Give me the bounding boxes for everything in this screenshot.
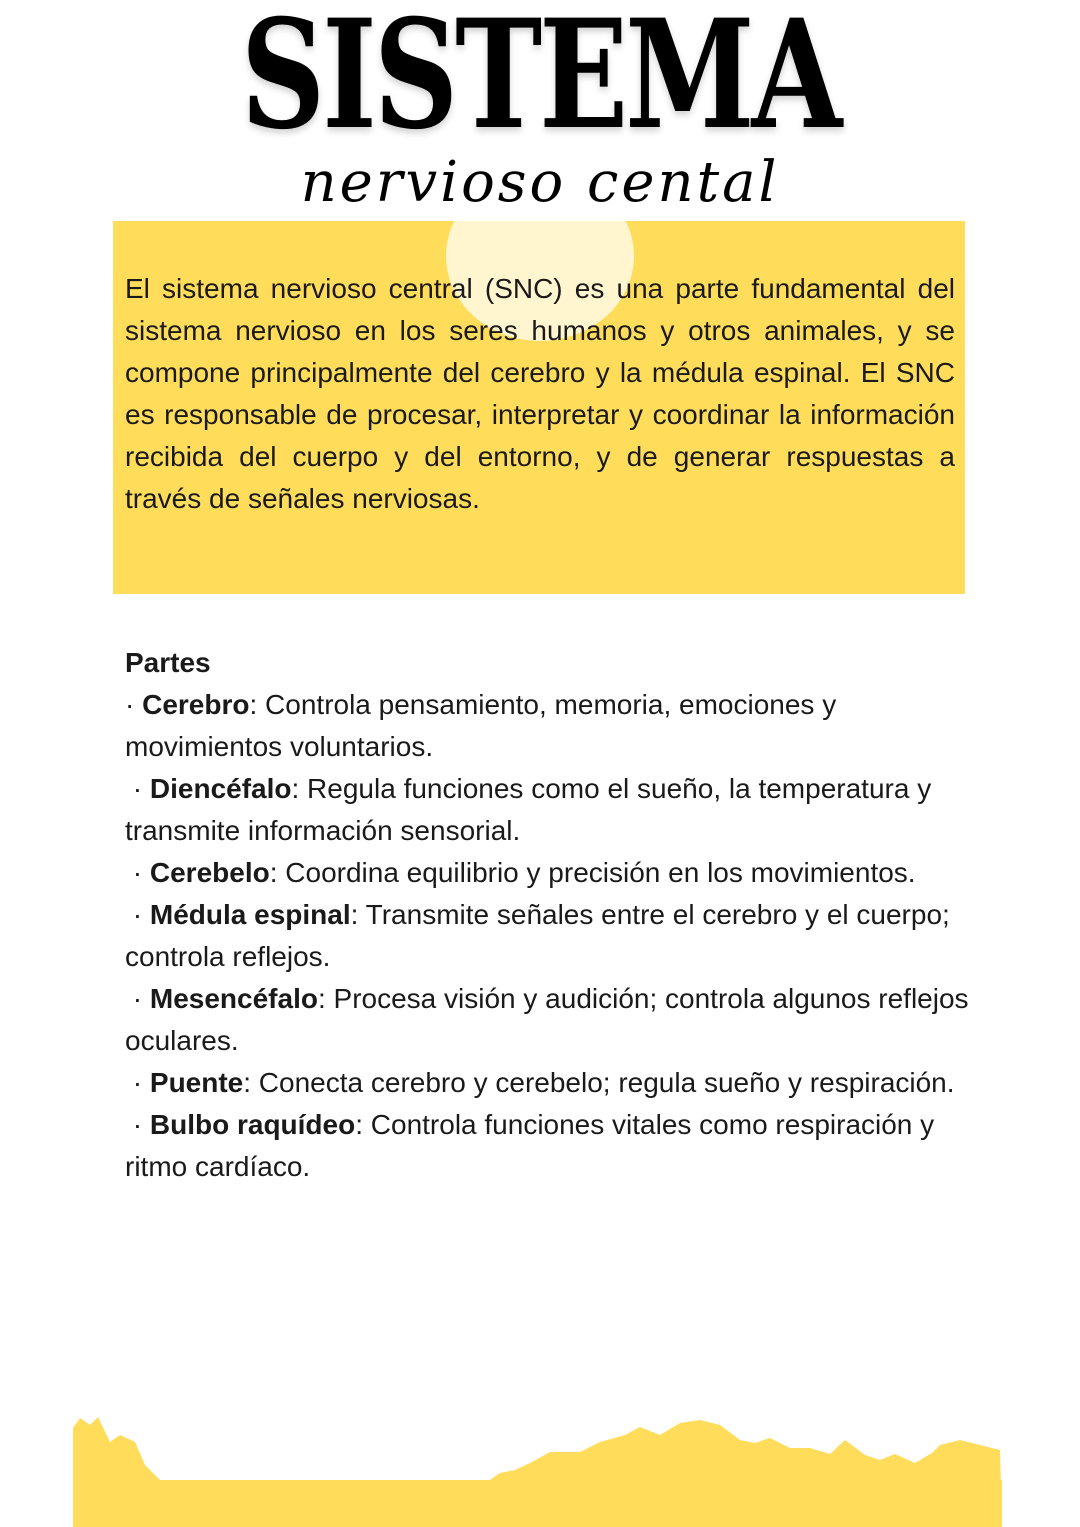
item-desc: : Regula funciones como el sueño, la temperatura y transmite información sensorial. xyxy=(125,773,932,846)
item-name: Mesencéfalo xyxy=(149,983,318,1014)
intro-text: El sistema nervioso central (SNC) es una parte fundamental del sistema nervioso en los seres humanos y otros animales, y se compone principalmente del cerebro y la médula espinal. El SNC es responsable de procesar, interpretar y coordinar la información recibida del cuerpo y del entorno, y de generar respuestas a través de señales nerviosas. xyxy=(125,273,955,514)
item-desc: : Controla pensamiento, memoria, emociones y movimientos voluntarios. xyxy=(125,689,837,762)
page-subtitle: nervioso cental xyxy=(300,150,780,215)
item-desc: : Coordina equilibrio y precisión en los movimientos. xyxy=(269,857,916,888)
list-item: · Mesencéfalo: Procesa visión y audición; controla algunos reflejos oculares. xyxy=(125,983,969,1056)
list-item: · Puente: Conecta cerebro y cerebelo; regula sueño y respiración. xyxy=(125,1067,955,1098)
intro-box xyxy=(113,221,965,594)
item-name: Médula espinal xyxy=(149,899,351,930)
list-item: · Cerebelo: Coordina equilibrio y precisión en los movimientos. xyxy=(125,857,916,888)
item-name: Cerebelo xyxy=(149,857,270,888)
item-name: Puente xyxy=(149,1067,244,1098)
parts-heading: Partes xyxy=(125,647,211,678)
item-desc: : Procesa visión y audición; controla algunos reflejos oculares. xyxy=(125,983,969,1056)
parts-section xyxy=(125,642,975,1188)
list-item: · Diencéfalo: Regula funciones como el sueño, la temperatura y transmite información sensorial. xyxy=(125,773,932,846)
list-item: · Médula espinal: Transmite señales entre el cerebro y el cuerpo; controla reflejos. xyxy=(125,899,950,972)
torn-paper-base xyxy=(73,1480,1002,1527)
item-desc: : Conecta cerebro y cerebelo; regula sueño y respiración. xyxy=(243,1067,955,1098)
item-desc: : Transmite señales entre el cerebro y el cuerpo; controla reflejos. xyxy=(125,899,950,972)
item-name: Bulbo raquídeo xyxy=(149,1109,356,1140)
item-desc: : Controla funciones vitales como respiración y ritmo cardíaco. xyxy=(125,1109,935,1182)
item-name: Cerebro xyxy=(142,689,250,720)
item-name: Diencéfalo xyxy=(149,773,292,804)
page-title: SISTEMA xyxy=(240,0,840,163)
list-item: · Cerebro: Controla pensamiento, memoria, emociones y movimientos voluntarios. xyxy=(125,689,837,762)
decorative-torn-paper xyxy=(0,1380,1080,1527)
list-item: · Bulbo raquídeo: Controla funciones vitales como respiración y ritmo cardíaco. xyxy=(125,1109,935,1182)
